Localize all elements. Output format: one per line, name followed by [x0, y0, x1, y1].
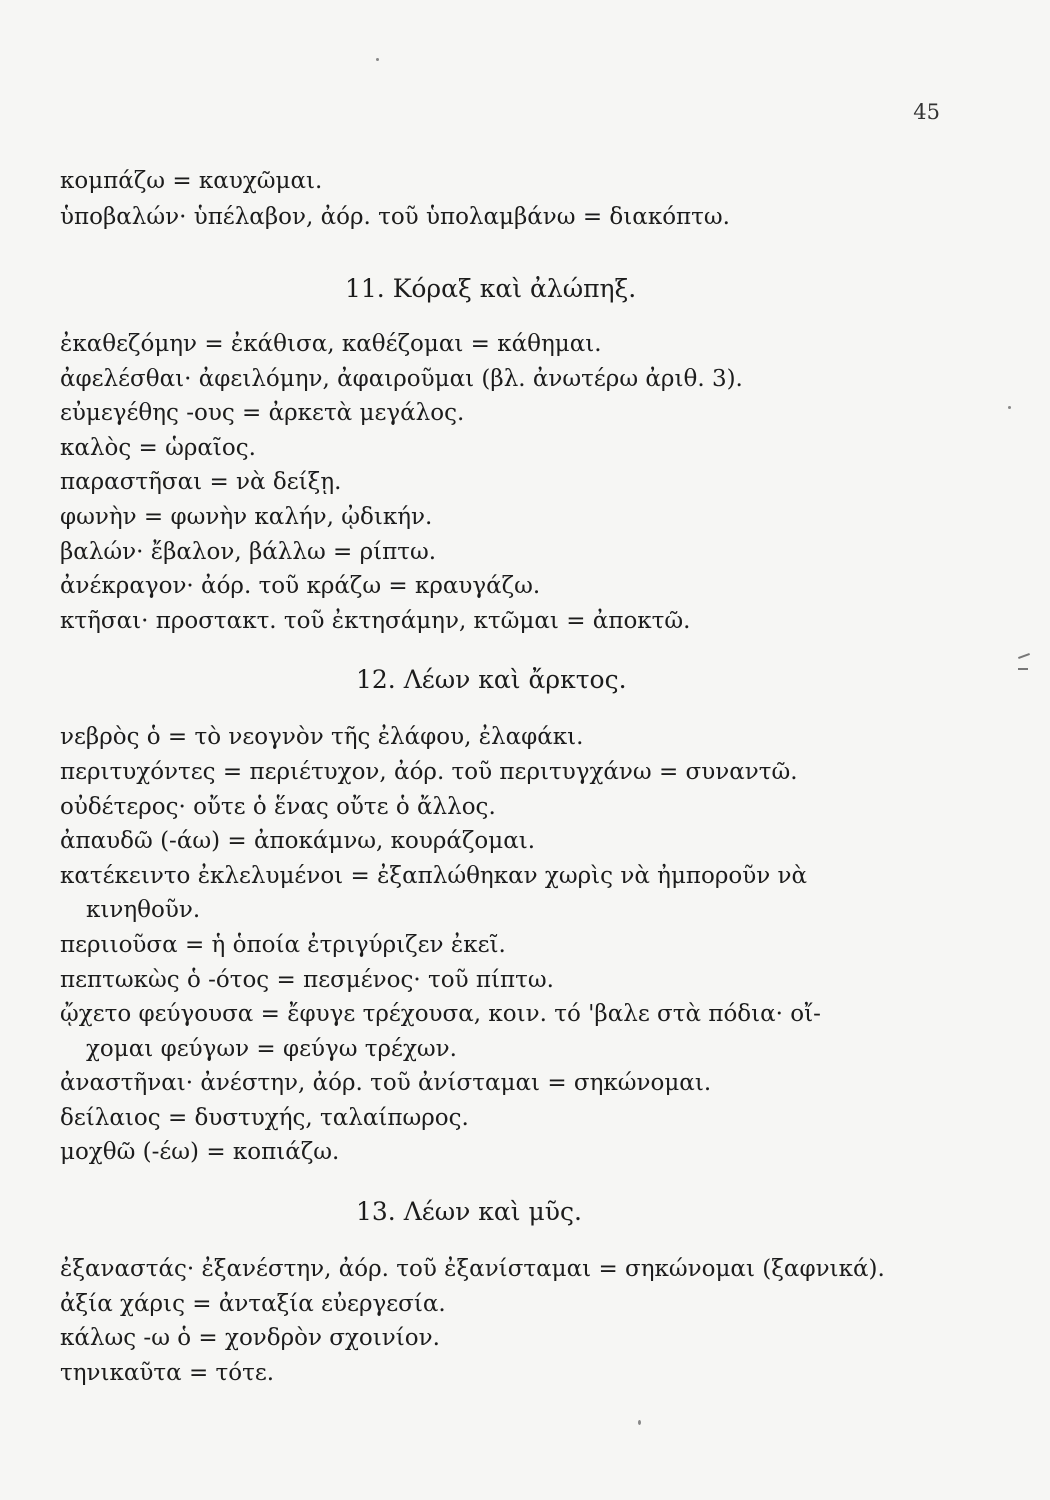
glossary-entry-continuation: χομαι φεύγων = φεύγω τρέχων.: [86, 1035, 457, 1062]
intro-entries: [60, 163, 960, 235]
glossary-entry: τηνικαῦτα = τότε.: [60, 1359, 275, 1386]
glossary-entry: εὐμεγέθης -ους = ἀρκετὰ μεγάλος.: [60, 400, 465, 427]
section-11: [60, 271, 960, 638]
section-title: 13. Λέων καὶ μῦς.: [356, 1197, 582, 1227]
glossary-entry: καλὸς = ὡραῖος.: [60, 434, 256, 461]
glossary-entry: παραστῆσαι = νὰ δείξῃ.: [60, 469, 342, 496]
page-content: [60, 163, 960, 1390]
section-title: 11. Κόραξ καὶ ἀλώπηξ.: [345, 274, 637, 303]
scan-speck: [638, 1420, 641, 1425]
section-12: [60, 662, 960, 1170]
section-13: [60, 1194, 960, 1390]
section-title: 12. Λέων καὶ ἄρκτος.: [356, 665, 627, 695]
glossary-entry: ἀναστῆναι· ἀνέστην, ἀόρ. τοῦ ἀνίσταμαι = σηκώνομαι.: [60, 1070, 712, 1097]
glossary-entry: κατέκειντο ἐκλελυμένοι = ἐξαπλώθηκαν χωρὶς νὰ ἠμποροῦν νὰ: [60, 862, 808, 889]
glossary-entry: βαλών· ἔβαλον, βάλλω = ρίπτω.: [60, 538, 437, 565]
scan-mark: [1018, 668, 1028, 670]
glossary-entry: ἀξία χάρις = ἀνταξία εὐεργεσία.: [60, 1290, 446, 1317]
glossary-entry: κομπάζω = καυχῶμαι.: [60, 168, 323, 194]
glossary-entry: ἀνέκραγον· ἀόρ. τοῦ κράζω = κραυγάζω.: [60, 573, 541, 600]
glossary-entry: ᾤχετο φεύγουσα = ἔφυγε τρέχουσα, κοιν. τό 'βαλε στὰ πόδια· οἴ-: [60, 1001, 821, 1028]
glossary-entry: κάλως -ω ὁ = χονδρὸν σχοινίον.: [60, 1325, 440, 1352]
glossary-entry: ἐκαθεζόμην = ἐκάθισα, καθέζομαι = κάθημαι.: [60, 331, 602, 357]
glossary-entry-continuation: κινηθοῦν.: [86, 897, 201, 924]
glossary-entry: ὑποβαλών· ὑπέλαβον, ἀόρ. τοῦ ὑπολαμβάνω = διακόπτω.: [60, 204, 730, 230]
glossary-entry: ἀφελέσθαι· ἀφειλόμην, ἀφαιροῦμαι (βλ. ἀνωτέρω ἀριθ. 3).: [60, 365, 743, 392]
glossary-entry: πεπτωκὼς ὁ -ότος = πεσμένος· τοῦ πίπτω.: [60, 966, 554, 993]
glossary-entry: περιτυχόντες = περιέτυχον, ἀόρ. τοῦ περιτυγχάνω = συναντῶ.: [60, 758, 798, 785]
scan-mark: [1018, 653, 1030, 659]
glossary-entry: δείλαιος = δυστυχής, ταλαίπωρος.: [60, 1104, 469, 1131]
glossary-entry: ἐξαναστάς· ἐξανέστην, ἀόρ. τοῦ ἐξανίσταμαι = σηκώνομαι (ξαφνικά).: [60, 1256, 885, 1283]
glossary-entry: φωνὴν = φωνὴν καλήν, ᾠδικήν.: [60, 503, 433, 530]
glossary-entry: ἀπαυδῶ (-άω) = ἀποκάμνω, κουράζομαι.: [60, 828, 536, 855]
glossary-entry: κτῆσαι· προστακτ. τοῦ ἐκτησάμην, κτῶμαι = ἀποκτῶ.: [60, 607, 691, 634]
scan-speck: [1008, 406, 1011, 409]
scan-speck: [376, 58, 379, 61]
glossary-entry: μοχθῶ (-έω) = κοπιάζω.: [60, 1139, 340, 1166]
glossary-entry: περιιοῦσα = ἡ ὁποία ἐτριγύριζεν ἐκεῖ.: [60, 931, 506, 958]
page-number: 45: [913, 100, 940, 124]
glossary-entry: οὐδέτερος· οὔτε ὁ ἕνας οὔτε ὁ ἄλλος.: [60, 793, 496, 820]
glossary-entry: νεβρὸς ὁ = τὸ νεογνὸν τῆς ἐλάφου, ἐλαφάκι.: [60, 724, 584, 751]
